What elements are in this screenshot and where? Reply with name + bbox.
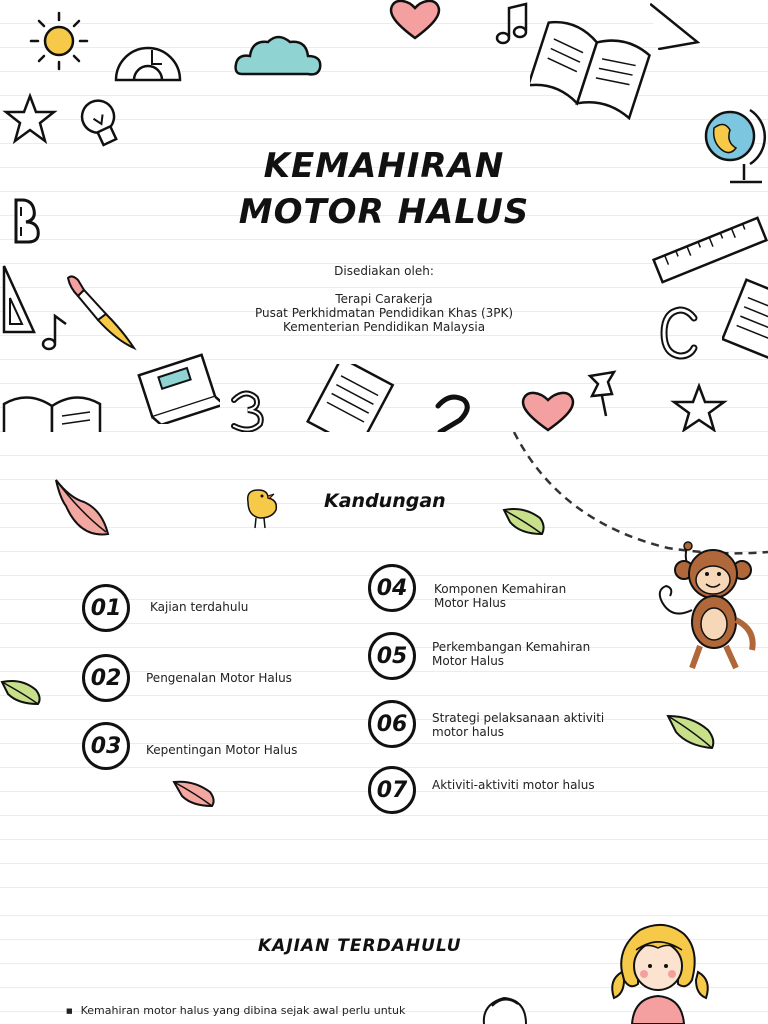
contents-number-07: 07 (368, 766, 416, 814)
star-bottom-icon (668, 382, 730, 432)
cover-slide (0, 0, 768, 432)
open-book-bottom-icon (0, 384, 104, 432)
heart-icon (386, 0, 444, 40)
leaf-green-left-icon (0, 678, 44, 708)
closed-book-icon (134, 348, 220, 424)
cover-title-line1: KEMAHIRAN (263, 146, 505, 186)
org-line-2: Pusat Perkhidmatan Pendidikan Khas (3PK) (254, 306, 514, 320)
cover-title-line2: MOTOR HALUS (238, 192, 530, 232)
contents-item-03[interactable]: Kepentingan Motor Halus (146, 743, 298, 757)
notepad-icon (306, 364, 400, 432)
contents-heading: Kandungan (324, 490, 446, 512)
girl-icon (600, 920, 730, 1024)
leaf-pink-icon (50, 476, 112, 542)
number-2-icon (430, 392, 478, 432)
contents-number-06: 06 (368, 700, 416, 748)
contents-item-05[interactable]: Perkembangan Kemahiran Motor Halus (432, 640, 591, 668)
contents-item-04[interactable]: Komponen Kemahiran Motor Halus (434, 582, 567, 610)
music-note-icon (494, 2, 528, 46)
org-line-3: Kementerian Pendidikan Malaysia (282, 320, 486, 334)
heart-bottom-icon (518, 390, 578, 432)
section-bullet: ■ Kemahiran motor halus yang dibina sejak awal perlu untuk (66, 1004, 405, 1017)
contents-slide (0, 432, 768, 892)
leaf-green-right-icon (666, 712, 718, 752)
section-slide (0, 892, 768, 1024)
bird-icon (242, 482, 282, 530)
contents-item-02[interactable]: Pengenalan Motor Halus (146, 671, 292, 685)
cloud-icon (232, 30, 324, 80)
leaf-pink-small-icon (172, 778, 218, 810)
sun-icon (28, 10, 90, 72)
open-book-icon (530, 8, 654, 120)
contents-item-06[interactable]: Strategi pelaksanaan aktiviti motor halus (432, 711, 605, 739)
prepared-by-label: Disediakan oleh: (334, 264, 434, 278)
contents-number-01: 01 (82, 584, 130, 632)
star-icon (0, 90, 60, 150)
number-3-icon (226, 390, 272, 432)
contents-item-07[interactable]: Aktiviti-aktiviti motor halus (432, 778, 595, 792)
section-heading: KAJIAN TERDAHULU (258, 936, 462, 956)
protractor-icon (112, 34, 184, 84)
contents-number-05: 05 (368, 632, 416, 680)
contents-number-04: 04 (368, 564, 416, 612)
contents-number-02: 02 (82, 654, 130, 702)
lightbulb-icon (74, 92, 128, 154)
contents-number-03: 03 (82, 722, 130, 770)
set-square-icon (650, 0, 700, 50)
contents-item-01[interactable]: Kajian terdahulu (150, 600, 249, 614)
org-line-1: Terapi Carakerja (335, 292, 433, 306)
pushpin-icon (584, 366, 628, 420)
leaf-green-icon (500, 504, 548, 538)
cup-icon (474, 990, 536, 1024)
monkey-icon (652, 540, 768, 672)
